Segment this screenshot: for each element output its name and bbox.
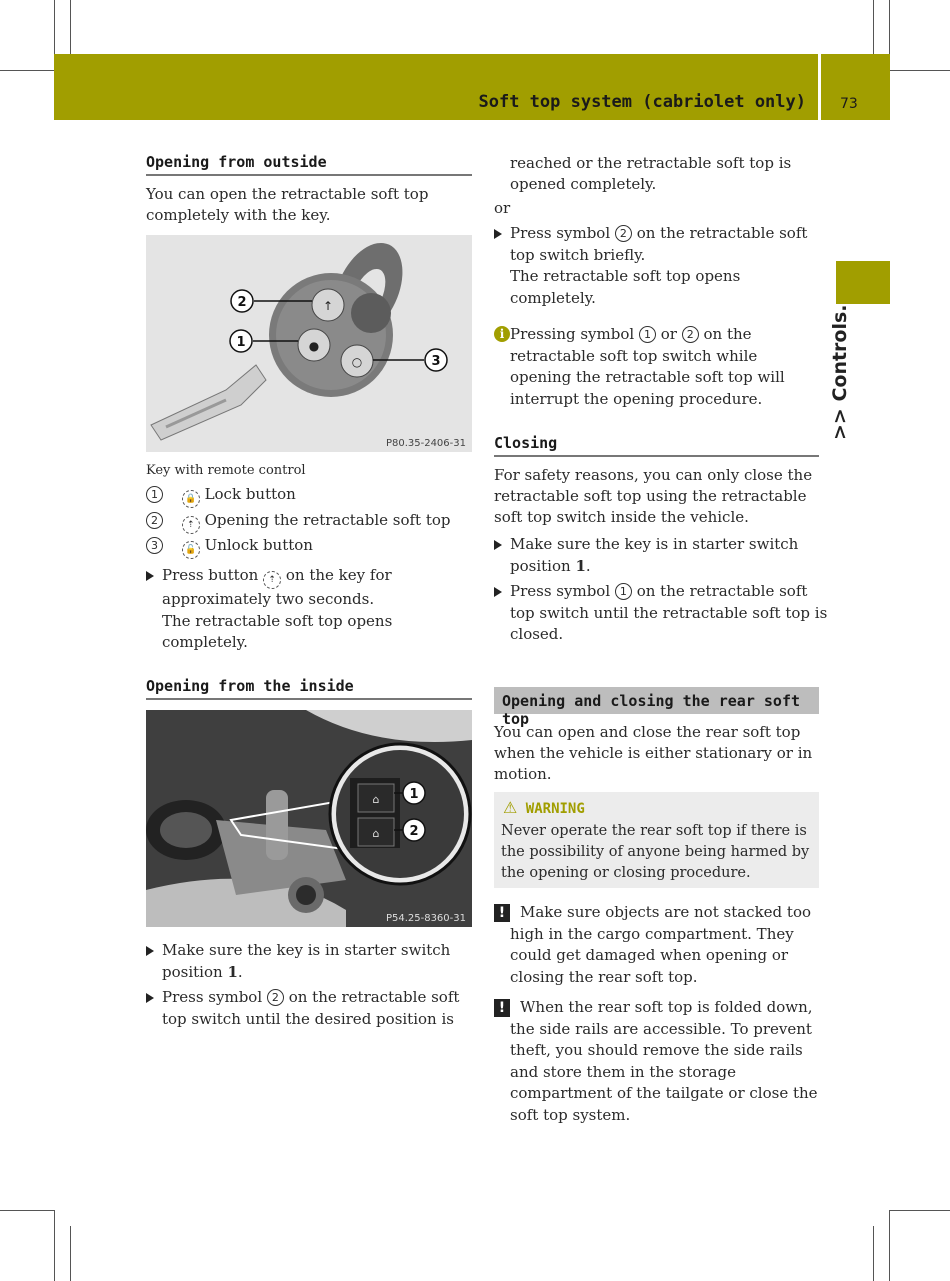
warning-text: Never operate the rear soft top if there is the possibility of anyone being harmed by the opening or closing procedure. <box>501 823 810 881</box>
switch-figure <box>146 710 472 927</box>
warning-label: WARNING <box>525 801 585 817</box>
step-arrow-icon <box>494 540 502 550</box>
number-circle: 1 <box>146 486 163 503</box>
step-key-position: Make sure the key is in starter switch position 1. <box>146 940 472 983</box>
figure-code: P80.35-2406-31 <box>385 438 466 449</box>
step-result: The retractable soft top opens completely. <box>162 611 393 651</box>
callout-2-label: 2 <box>237 295 247 310</box>
continued-text: reached or the retractable soft top is opened completely. <box>510 154 792 193</box>
step-text: Make sure the key is in starter switch position <box>162 941 451 981</box>
caution-note <box>494 902 820 988</box>
crop-mark <box>889 1210 890 1281</box>
legend-item <box>146 510 451 534</box>
closing-step-press-1 <box>494 581 830 646</box>
soft-top-icon: ⇡ <box>182 516 200 534</box>
rear-intro: You can open and close the rear soft top when the vehicle is either stationary or in motion. <box>494 723 813 783</box>
interior-illustration <box>146 710 472 927</box>
legend-label: Opening the retractable soft top <box>204 511 451 529</box>
heading-opening-outside: Opening from outside <box>146 153 472 176</box>
exclamation-icon: ! <box>494 999 510 1017</box>
unlock-icon: 🔓 <box>182 541 200 559</box>
section-tab-label: >> Controls. <box>829 304 851 440</box>
callout-2-label: 2 <box>409 824 419 839</box>
warning-box <box>494 792 819 888</box>
heading-closing: Closing <box>494 434 819 457</box>
section-heading-rear-soft-top <box>494 687 819 728</box>
legend-label: Unlock button <box>204 536 313 554</box>
svg-text:⌂: ⌂ <box>372 793 380 806</box>
info-note: i Pressing symbol 1 or 2 on the retractable soft top switch while opening the retractable soft top will interrupt the opening procedure. <box>494 324 816 410</box>
step-text: on the retractable soft top switch until the retractable soft top is closed. <box>510 582 828 643</box>
or-text: or <box>494 199 511 217</box>
step-text: Press symbol <box>510 224 611 242</box>
caution-note <box>494 997 824 1126</box>
warning-heading <box>503 798 585 817</box>
heading-opening-inside: Opening from the inside <box>146 677 472 700</box>
section-heading-text: Opening and closing the rear soft top <box>502 692 801 728</box>
svg-text:⌂: ⌂ <box>372 827 380 840</box>
step-press-key-button <box>146 565 462 654</box>
step-arrow-icon <box>146 571 154 581</box>
crop-mark <box>890 70 950 71</box>
info-icon: i <box>494 326 510 342</box>
step-press-briefly <box>494 223 830 309</box>
step-text: on the key for approximately two seconds. <box>162 566 392 608</box>
header-divider <box>818 54 821 120</box>
warning-triangle-icon: ⚠ <box>503 798 518 817</box>
legend-label: Lock button <box>204 485 296 503</box>
number-circle: 1 <box>615 583 632 600</box>
position-number: 1 <box>575 556 586 575</box>
number-circle: 2 <box>615 225 632 242</box>
crop-mark <box>70 0 71 54</box>
step-text: on the retractable soft top switch briefly. <box>510 224 808 264</box>
crop-mark <box>0 1210 54 1211</box>
crop-mark <box>890 1210 950 1211</box>
number-circle: 2 <box>146 512 163 529</box>
position-number: 1 <box>227 962 238 981</box>
caution-text: When the rear soft top is folded down, the side rails are accessible. To prevent theft, you should remove the side rails and store them in the storage compartment of the tailgate or close the soft top system. <box>510 998 818 1124</box>
step-arrow-icon <box>494 229 502 239</box>
number-circle: 2 <box>682 326 699 343</box>
step-text: Press button <box>162 566 259 584</box>
intro-text: You can open the retractable soft top completely with the key. <box>146 185 429 224</box>
crop-mark <box>873 0 874 54</box>
step-arrow-icon <box>146 993 154 1003</box>
closing-step-key: Make sure the key is in starter switch position 1. <box>494 534 830 577</box>
callout-1-label: 1 <box>236 335 246 350</box>
crop-mark <box>54 1210 55 1281</box>
step-arrow-icon <box>494 587 502 597</box>
crop-mark <box>873 1226 874 1281</box>
crop-mark <box>889 0 890 54</box>
step-text: Make sure the key is in starter switch position <box>510 535 799 575</box>
number-circle: 3 <box>146 537 163 554</box>
page-header <box>54 54 890 120</box>
key-figure <box>146 235 472 452</box>
step-text: on the retractable soft top switch until the desired position is <box>162 988 460 1028</box>
legend-item <box>146 535 313 559</box>
number-circle: 2 <box>267 989 284 1006</box>
figure-caption: Key with remote control <box>146 463 306 478</box>
callout-3-label: 3 <box>431 354 441 369</box>
step-press-symbol-2 <box>146 987 472 1030</box>
figure-code: P54.25-8360-31 <box>385 913 466 924</box>
svg-text:●: ● <box>308 339 320 353</box>
lock-icon: 🔒 <box>182 490 200 508</box>
step-text: Press symbol <box>510 582 611 600</box>
step-arrow-icon <box>146 946 154 956</box>
page-number: 73 <box>840 96 858 112</box>
legend-item <box>146 484 296 508</box>
callout-1-label: 1 <box>409 787 419 802</box>
number-circle: 1 <box>639 326 656 343</box>
crop-mark <box>54 0 55 54</box>
step-result: The retractable soft top opens completely. <box>510 267 741 307</box>
crop-mark <box>70 1226 71 1281</box>
section-tab-marker <box>836 261 890 304</box>
page-title: Soft top system (cabriolet only) <box>478 92 806 112</box>
soft-top-icon: ⇡ <box>263 571 281 589</box>
svg-text:↑: ↑ <box>322 299 334 313</box>
caution-text: Make sure objects are not stacked too high in the cargo compartment. They could get damaged when opening or closing the rear soft top. <box>510 903 812 986</box>
step-text: Press symbol <box>162 988 263 1006</box>
info-text: on the retractable soft top switch while opening the retractable soft top will interrupt the opening procedure. <box>510 325 785 408</box>
info-text: Pressing symbol <box>510 325 635 343</box>
crop-mark <box>0 70 54 71</box>
closing-intro: For safety reasons, you can only close the retractable soft top using the retractable soft top switch inside the vehicle. <box>494 466 813 526</box>
exclamation-icon: ! <box>494 904 510 922</box>
svg-text:○: ○ <box>351 355 363 369</box>
key-illustration <box>146 235 472 452</box>
